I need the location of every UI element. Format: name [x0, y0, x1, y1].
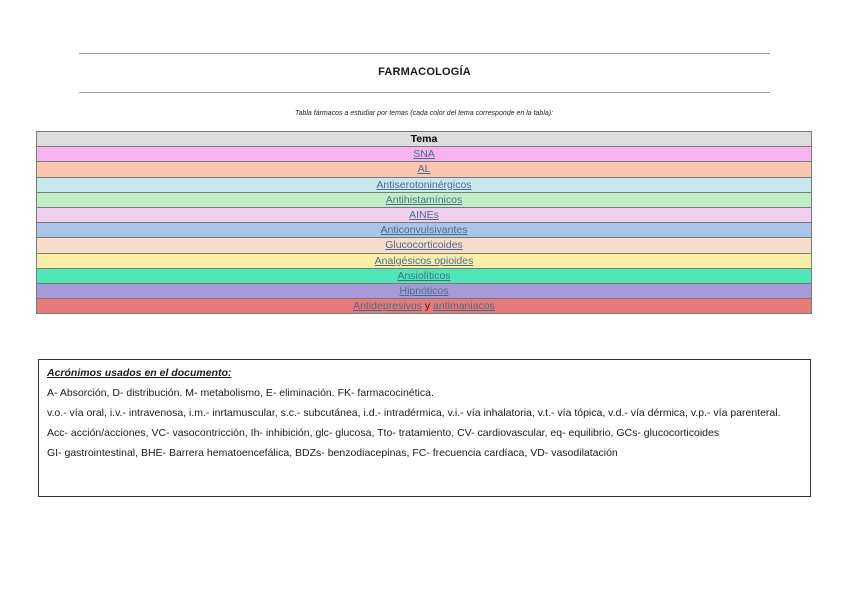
topic-link[interactable]: Anticonvulsivantes: [380, 224, 468, 237]
topic-row: [37, 254, 811, 269]
topic-row: [37, 269, 811, 284]
topic-link[interactable]: Hipnóticos: [399, 284, 449, 297]
acronyms-line: A- Absorción, D- distribución. M- metabolismo, E- eliminación. FK- farmacocinética.: [47, 387, 434, 399]
topic-link[interactable]: AL: [417, 163, 431, 176]
topic-connector: y: [421, 300, 434, 313]
acronyms-line: v.o.- vía oral, i.v.- intravenosa, i.m.- inrtamuscular, s.c.- subcutánea, i.d.- intradérmica, v.i.- vía inhalatoria, v.t.- vía tópica, v.d.- vía dérmica, v.p.- vía parenteral.: [47, 407, 781, 419]
topic-link[interactable]: Antidepresivos: [353, 300, 422, 313]
topic-link[interactable]: Glucocorticoides: [385, 239, 463, 252]
acronyms-line: Acc- acción/acciones, VC- vasocontricción, Ih- inhibición, glc- glucosa, Tto- tratamiento, CV- cardiovascular, eq- equilibrio, GCs- glucocorticoides: [47, 427, 720, 439]
topic-link[interactable]: Antiserotoninérgicos: [376, 178, 472, 191]
page-title: FARMACOLOGÍA: [378, 66, 471, 78]
topic-link[interactable]: Analgésicos opioides: [374, 254, 474, 267]
topic-row: [37, 208, 811, 223]
bottom-divider: [79, 92, 770, 93]
topic-row: [37, 223, 811, 238]
topic-row: [37, 178, 811, 193]
top-divider: [79, 53, 770, 54]
topic-row: [37, 193, 811, 208]
acronyms-title: Acrónimos usados en el documento:: [47, 367, 232, 379]
topics-table-header: Tema: [37, 132, 811, 147]
topic-link[interactable]: Ansiolíticos: [397, 269, 451, 282]
topic-row: [37, 238, 811, 253]
topic-row: [37, 284, 811, 299]
topic-row: [37, 299, 811, 314]
topic-link[interactable]: AINEs: [409, 208, 439, 221]
topics-table-body: [37, 147, 811, 314]
acronyms-box: [38, 359, 811, 497]
topic-row: [37, 147, 811, 162]
topic-link[interactable]: Antihistamínicos: [385, 193, 463, 206]
topic-link[interactable]: SNA: [413, 148, 435, 161]
acronyms-line: GI- gastrointestinal, BHE- Barrera hematoencefálica, BDZs- benzodiacepinas, FC- frecuencia cardíaca, VD- vasodilatación: [47, 447, 618, 459]
table-caption: Tabla fármacos a estudiar por temas (cada color del tema corresponde en la tabla):: [294, 110, 554, 117]
topic-row: [37, 162, 811, 177]
topic-link[interactable]: antimaniacos: [433, 300, 495, 313]
topics-table: [36, 131, 812, 314]
